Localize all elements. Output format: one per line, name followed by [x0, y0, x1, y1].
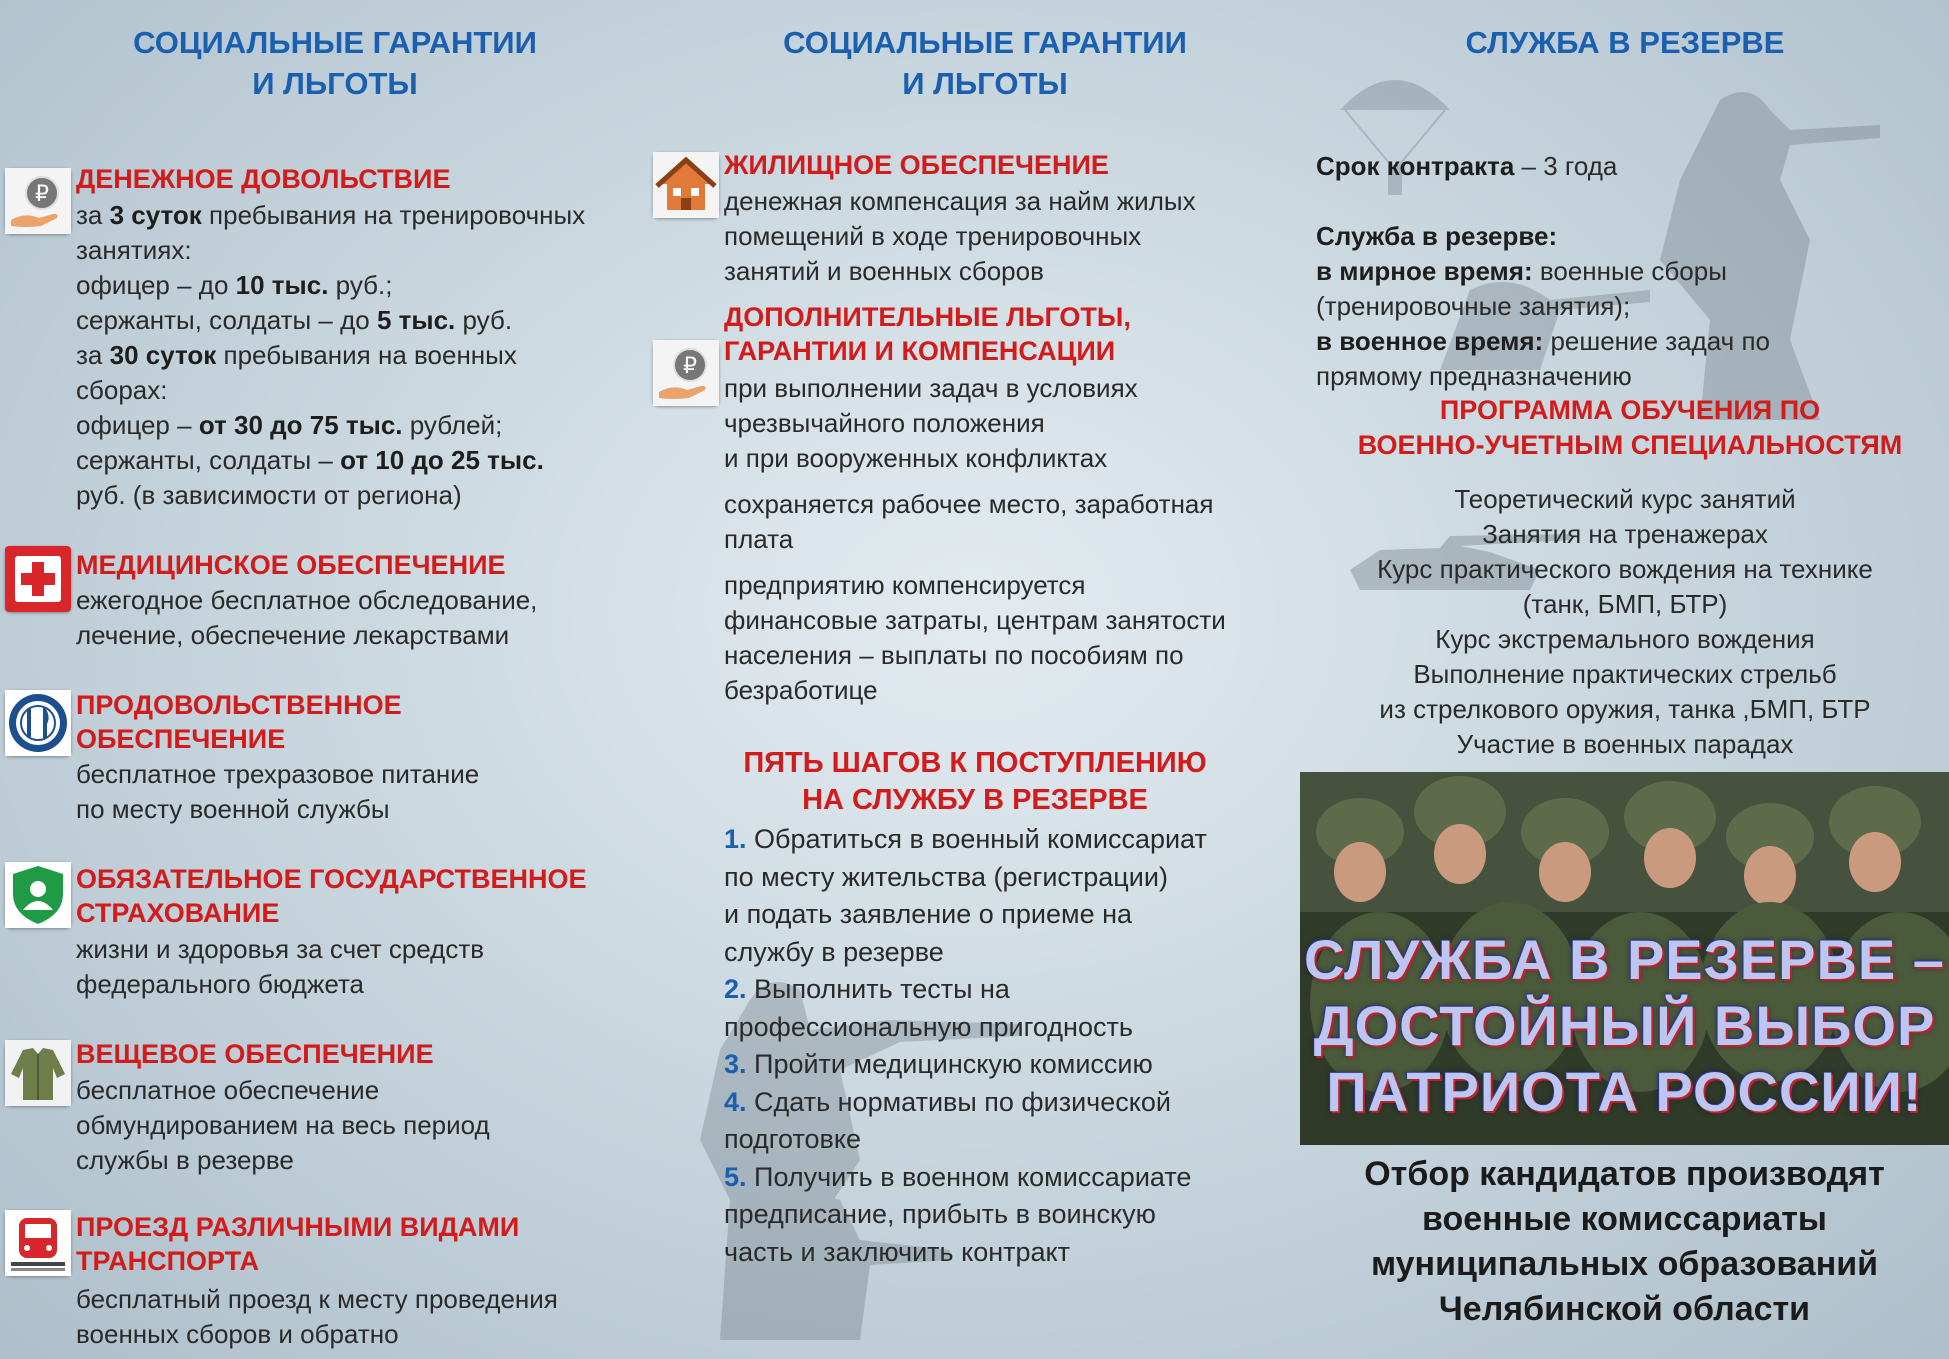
- compensation-text: предприятию компенсируется финансовые затраты, центрам занятости населения – выплаты по пособиям по безработице: [724, 570, 1226, 705]
- plate-cutlery-icon: [5, 690, 71, 756]
- clothing-text: бесплатное обеспечение обмундированием на весь период службы в резерве: [76, 1075, 490, 1175]
- steps-title: ПЯТЬ ШАГОВ К ПОСТУПЛЕНИЮ НА СЛУЖБУ В РЕЗЕРВЕ: [743, 747, 1207, 816]
- section-title-allowance: ДЕНЕЖНОЕ ДОВОЛЬСТВИЕ: [76, 164, 451, 194]
- column-title: СОЦИАЛЬНЫЕ ГАРАНТИИ И ЛЬГОТЫ: [133, 25, 537, 101]
- section-title-transport: ПРОЕЗД РАЗЛИЧНЫМИ ВИДАМИ ТРАНСПОРТА: [76, 1212, 520, 1276]
- column-title: СЛУЖБА В РЕЗЕРВЕ: [1465, 25, 1785, 60]
- step-line: предписание, прибыть в воинскую: [724, 1199, 1156, 1229]
- ruble-hand-icon: [653, 340, 719, 406]
- step-line: часть и заключить контракт: [724, 1236, 1071, 1267]
- column-social-guarantees-1: [0, 0, 650, 1359]
- step-line: 1. Обратиться в военный комиссариат: [724, 824, 1207, 854]
- housing-text: денежная компенсация за найм жилых помещений в ходе тренировочных занятий и военных сборов: [724, 186, 1196, 286]
- section-title-clothing: ВЕЩЕВОЕ ОБЕСПЕЧЕНИЕ: [76, 1039, 434, 1069]
- service-info: Служба в резерве: в мирное время: военные сборы (тренировочные занятия); в военное время: решение задач по прямому предназначению: [1316, 221, 1770, 391]
- extra-benefits-text: при выполнении задач в условиях чрезвычайного положения и при вооруженных конфликтах: [724, 373, 1138, 473]
- step-line: 4. Сдать нормативы по физической: [724, 1086, 1171, 1117]
- ruble-hand-icon: [5, 168, 71, 234]
- footer-note: Отбор кандидатов производят военные комиссариаты муниципальных образований Челябинской области: [1364, 1155, 1885, 1328]
- step-line: по месту жительства (регистрации): [724, 861, 1168, 892]
- svg-text:₽: ₽: [35, 182, 49, 207]
- uniform-jacket-icon: [5, 1040, 71, 1106]
- step-line: и подать заявление о приеме на: [724, 899, 1133, 929]
- step-line: 2. Выполнить тесты на: [724, 974, 1010, 1004]
- svg-text:₽: ₽: [683, 354, 697, 379]
- section-title-medical: МЕДИЦИНСКОЕ ОБЕСПЕЧЕНИЕ: [76, 550, 506, 580]
- transport-text: бесплатный проезд к месту проведения военных сборов и обратно: [76, 1284, 558, 1349]
- workplace-text: сохраняется рабочее место, заработная плата: [724, 489, 1214, 554]
- program-list: Теоретический курс занятий Занятия на тренажерах Курс практического вождения на технике (танк, БМП, БТР) Курс экстремального вождения Выполнение практических стрельб из стрелкового оружия, танка ,БМП, БТР Участие в военных парадах: [1377, 484, 1873, 759]
- section-title-extra-benefits: ДОПОЛНИТЕЛЬНЫЕ ЛЬГОТЫ, ГАРАНТИИ И КОМПЕНСАЦИИ: [724, 302, 1131, 366]
- insurance-person-icon: [5, 862, 71, 928]
- column-title: СОЦИАЛЬНЫЕ ГАРАНТИИ И ЛЬГОТЫ: [783, 25, 1187, 101]
- food-text: бесплатное трехразовое питание по месту военной службы: [76, 759, 480, 824]
- step-line: профессиональную пригодность: [724, 1011, 1133, 1042]
- section-title-insurance: ОБЯЗАТЕЛЬНОЕ ГОСУДАРСТВЕННОЕ СТРАХОВАНИЕ: [76, 864, 587, 928]
- medical-text: ежегодное бесплатное обследование, лечение, обеспечение лекарствами: [76, 585, 538, 650]
- step-line: 3. Пройти медицинскую комиссию: [724, 1049, 1153, 1079]
- step-line: службу в резерве: [724, 936, 944, 967]
- medical-cross-icon: [5, 546, 71, 612]
- section-title-housing: ЖИЛИЩНОЕ ОБЕСПЕЧЕНИЕ: [724, 150, 1109, 180]
- soldiers-photo: [1300, 772, 1949, 1145]
- steps-list: [724, 821, 1207, 1271]
- step-line: подготовке: [724, 1124, 862, 1154]
- program-title: ПРОГРАММА ОБУЧЕНИЯ ПО ВОЕННО-УЧЕТНЫМ СПЕЦИАЛЬНОСТЯМ: [1357, 395, 1903, 460]
- contract-term: Срок контракта – 3 года: [1316, 151, 1618, 181]
- section-title-food: ПРОДОВОЛЬСТВЕННОЕ ОБЕСПЕЧЕНИЕ: [76, 690, 402, 754]
- column-social-guarantees-2: [650, 0, 1300, 1359]
- slogan: СЛУЖБА В РЕЗЕРВЕ – ДОСТОЙНЫЙ ВЫБОР ПАТРИОТА РОССИИ!: [1304, 928, 1945, 1123]
- house-icon: [653, 152, 719, 218]
- insurance-text: жизни и здоровья за счет средств федерального бюджета: [76, 934, 485, 999]
- allowance-text: за 3 суток пребывания на тренировочных занятиях: офицер – до 10 тыс. руб.; сержанты, солдаты – до 5 тыс. руб. за 30 суток пребывания на военных сборах: офицер – от 30 до 75 тыс. рублей; сержанты, солдаты – от 10 до 25 тыс. руб. (в зависимости от региона): [76, 200, 586, 510]
- train-icon: [5, 1210, 71, 1276]
- step-line: 5. Получить в военном комиссариате: [724, 1161, 1192, 1192]
